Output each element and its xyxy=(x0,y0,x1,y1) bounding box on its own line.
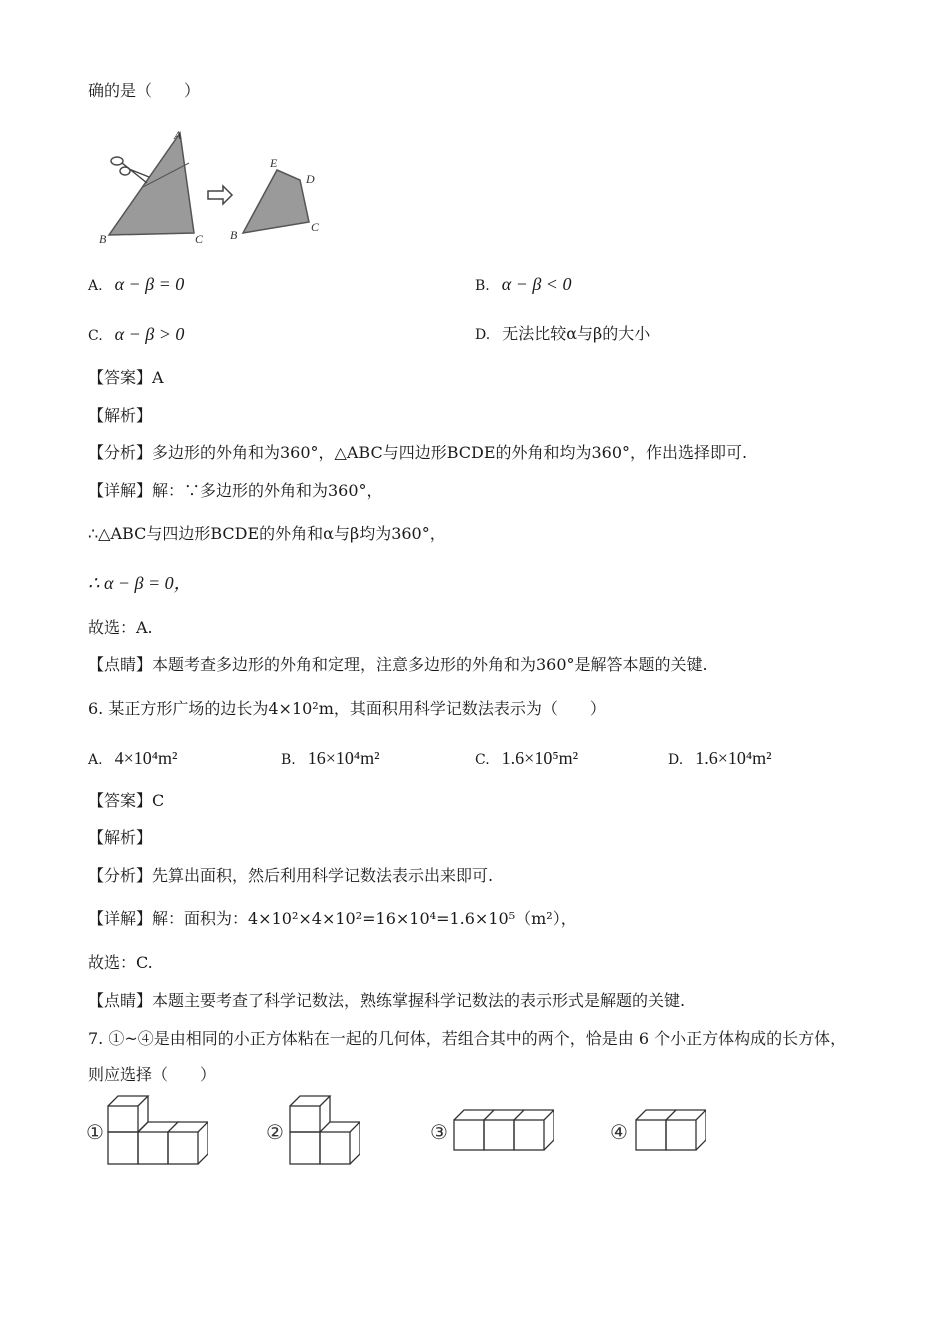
option-label: C. xyxy=(475,752,490,768)
option-label: A. xyxy=(88,278,103,294)
q6-dianjing: 【点睛】本题主要考查了科学记数法，熟练掌握科学记数法的表示形式是解题的关键. xyxy=(88,991,686,1010)
option-text: α − β > 0 xyxy=(114,324,185,344)
option-label: D. xyxy=(475,327,491,343)
q5-step2: ∴ α − β = 0， xyxy=(88,573,192,593)
q5-stem-tail: 确的是（ ） xyxy=(88,81,201,100)
label-b2: B xyxy=(230,228,238,242)
figure-4-label: ④ xyxy=(610,1120,628,1144)
q7-stem-line2: 则应选择（ ） xyxy=(88,1065,217,1084)
q5-figure xyxy=(95,125,335,245)
figure-2-label: ② xyxy=(266,1120,284,1144)
label-e: E xyxy=(270,156,278,170)
option-label: B. xyxy=(475,278,490,294)
option-label: C. xyxy=(88,328,103,344)
figure-3-label: ③ xyxy=(430,1120,448,1144)
q6-fenxi: 【分析】先算出面积，然后利用科学记数法表示出来即可. xyxy=(88,866,494,885)
q6-option-d xyxy=(668,747,772,771)
q5-step1: ∴△ABC与四边形BCDE的外角和α与β均为360°， xyxy=(88,524,446,543)
figure-1-cubes xyxy=(106,1094,208,1168)
q6-option-c xyxy=(475,747,578,771)
label-c2: C xyxy=(311,220,320,234)
figure-2-cubes xyxy=(288,1094,360,1168)
q5-xiangjie: 【详解】解：∵多边形的外角和为360°， xyxy=(88,481,383,500)
q7-stem-line1: 7. ①~④是由相同的小正方体粘在一起的几何体，若组合其中的两个，恰是由 6 个小正方体构成的长方体， xyxy=(88,1029,847,1048)
option-text: α − β = 0 xyxy=(114,274,185,294)
option-text: 无法比较α与β的大小 xyxy=(502,324,651,343)
arrow-icon xyxy=(208,186,232,204)
scissors-icon xyxy=(111,157,149,183)
label-d: D xyxy=(306,172,315,186)
q6-option-a xyxy=(88,747,177,771)
option-text: 16×10⁴m² xyxy=(307,748,380,768)
q6-answer: 【答案】C xyxy=(88,791,165,810)
q5-option-c xyxy=(88,323,184,347)
option-text: 4×10⁴m² xyxy=(114,748,178,768)
option-label: B. xyxy=(281,752,296,768)
figure-4-cubes xyxy=(634,1108,706,1154)
label-b1: B xyxy=(99,232,107,245)
label-c1: C xyxy=(195,232,204,245)
q5-dianjing: 【点睛】本题考查多边形的外角和定理，注意多边形的外角和为360°是解答本题的关键. xyxy=(88,655,708,674)
q6-choose: 故选：C. xyxy=(88,953,153,972)
q6-xiangjie: 【详解】解：面积为：4×10²×4×10²=16×10⁴=1.6×10⁵（m²）， xyxy=(88,909,577,928)
q6-analysis-label: 【解析】 xyxy=(88,828,153,847)
figure-1-label: ① xyxy=(86,1120,104,1144)
q5-answer: 【答案】A xyxy=(88,368,164,387)
q5-analysis-label: 【解析】 xyxy=(88,406,153,425)
option-text: 1.6×10⁵m² xyxy=(501,748,578,768)
option-label: D. xyxy=(668,752,684,768)
q6-stem: 6. 某正方形广场的边长为4×10²m，其面积用科学记数法表示为（ ） xyxy=(88,699,606,718)
quadrilateral-bcde xyxy=(243,170,309,233)
label-a: A xyxy=(174,128,182,142)
triangle-abc xyxy=(109,133,194,235)
q5-option-d xyxy=(475,323,650,346)
q6-option-b xyxy=(281,747,380,771)
q5-option-a xyxy=(88,273,184,297)
option-label: A. xyxy=(88,752,103,768)
option-text: α − β < 0 xyxy=(501,274,572,294)
q5-option-b xyxy=(475,273,571,297)
q5-choose: 故选：A. xyxy=(88,618,153,637)
figure-3-cubes xyxy=(452,1108,554,1154)
option-text: 1.6×10⁴m² xyxy=(695,748,772,768)
q5-fenxi: 【分析】多边形的外角和为360°，△ABC与四边形BCDE的外角和均为360°，作出选择即可. xyxy=(88,443,748,462)
